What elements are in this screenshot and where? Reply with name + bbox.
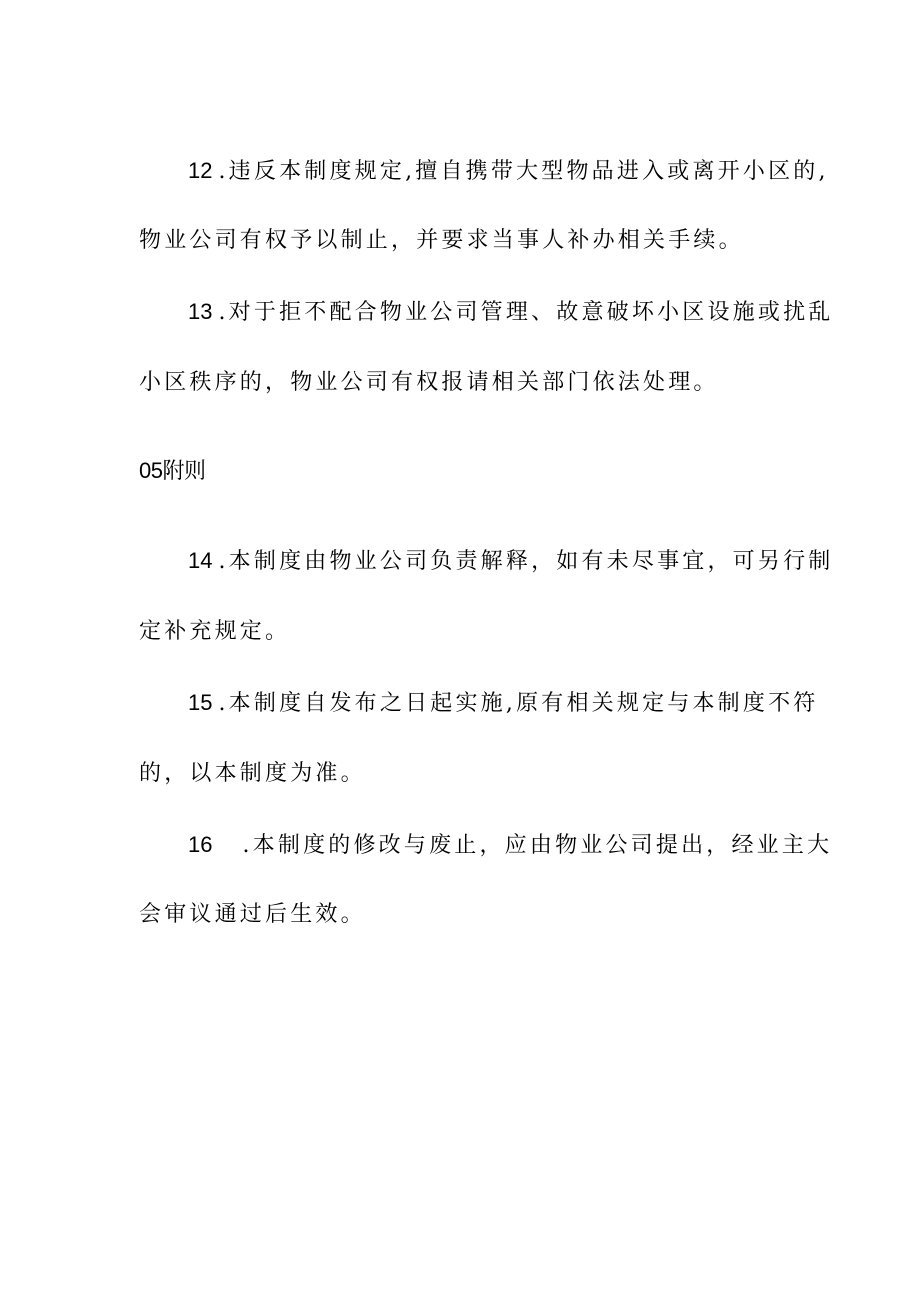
item-12-first-line (188, 156, 829, 187)
item-13-number: 13 (188, 299, 213, 324)
item-14-first-line (188, 546, 833, 577)
item-15-second-line: 的，以本制度为准。 (139, 761, 366, 786)
item-16-first-line (188, 830, 832, 861)
item-13-text: .对于拒不配合物业公司管理、故意破坏小区设施或扰乱 (218, 300, 834, 325)
item-12-text: .违反本制度规定,擅自携带大型物品进入或离开小区的, (218, 159, 829, 184)
item-14-second-line: 定补充规定。 (139, 619, 291, 644)
item-16-second-line: 会审议通过后生效。 (139, 902, 366, 927)
item-16-text: .本制度的修改与废止，应由物业公司提出，经业主大 (242, 833, 833, 858)
item-13-first-line (188, 297, 833, 328)
item-12-second-line: 物业公司有权予以制止，并要求当事人补办相关手续。 (139, 228, 744, 253)
item-15-first-line (188, 688, 818, 719)
item-13-second-line: 小区秩序的，物业公司有权报请相关部门依法处理。 (139, 370, 719, 395)
item-15-text: .本制度自发布之日起实施,原有相关规定与本制度不符 (218, 691, 819, 716)
item-14-number: 14 (188, 548, 213, 573)
section-heading: 05附则 (139, 458, 206, 483)
item-14-text: .本制度由物业公司负责解释，如有未尽事宜，可另行制 (218, 549, 834, 574)
item-12-number: 12 (188, 158, 213, 183)
item-15-number: 15 (188, 690, 213, 715)
item-16-number: 16 (188, 832, 213, 857)
